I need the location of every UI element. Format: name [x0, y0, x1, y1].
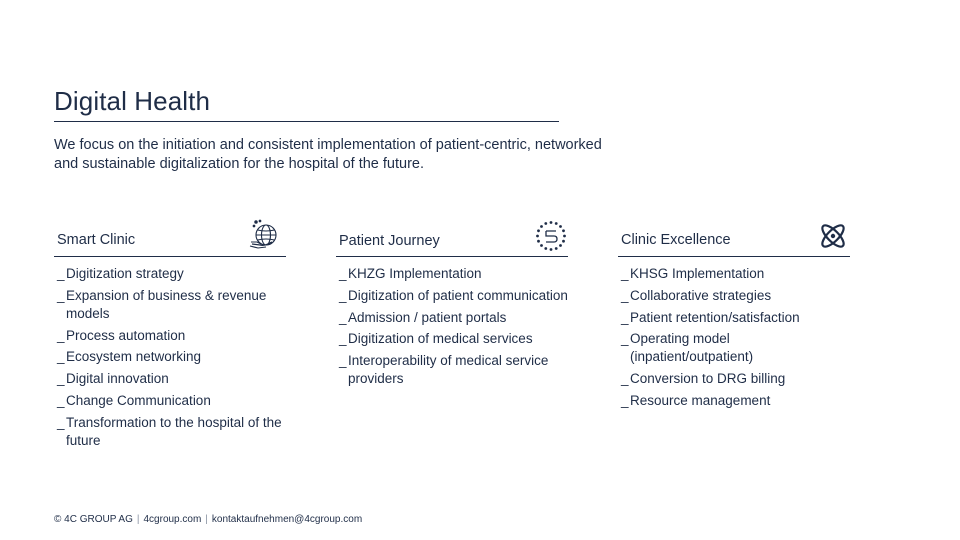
bullet-dash: _ [57, 327, 65, 343]
list-item: _ Admission / patient portals [339, 309, 507, 325]
bullet-dash: _ [339, 353, 347, 369]
list-item: _ Transformation to the hospital of the future [57, 414, 282, 448]
bullet-dash: _ [339, 331, 347, 347]
bullet-dash: _ [57, 266, 65, 281]
list-item: _ Expansion of business & revenue models [57, 287, 267, 321]
list-item: _ Patient retention/satisfaction [621, 309, 800, 325]
globe-hand-icon [248, 218, 282, 252]
list-item: _ Change Communication [57, 392, 211, 408]
dotted-circle-icon [534, 219, 568, 253]
column-title: Smart Clinic [57, 232, 136, 248]
column-header [54, 214, 286, 257]
column-header [336, 214, 568, 257]
bullet-dash: _ [621, 309, 629, 325]
intro-text: We focus on the initiation and consistent implementation of patient-centric, networked and sustainable digitalization for the hospital of the future. [54, 137, 602, 172]
footer-company: © 4C GROUP AG [54, 514, 133, 525]
column-smart-clinic [54, 214, 286, 454]
bullet-dash: _ [339, 287, 347, 303]
footer-separator: | [205, 514, 208, 525]
item-list [336, 265, 568, 388]
atom-icon [816, 219, 850, 253]
column-patient-journey [336, 214, 568, 392]
column-clinic-excellence [618, 214, 850, 414]
bullet-dash: _ [57, 287, 65, 303]
list-item: _ Ecosystem networking [57, 349, 202, 365]
column-title: Patient Journey [339, 233, 440, 249]
list-item: _ Digitization of medical services [339, 331, 533, 347]
list-item: _ Operating model (inpatient/outpatient) [621, 331, 754, 365]
bullet-dash: _ [57, 414, 65, 430]
item-list [618, 265, 850, 410]
list-item: _ Digital innovation [57, 371, 169, 387]
list-item: _ Digitization of patient communication [339, 287, 568, 303]
list-item: _ Interoperability of medical service providers [339, 353, 549, 387]
bullet-dash: _ [621, 392, 629, 408]
bullet-dash: _ [57, 392, 65, 408]
list-item: _ KHSG Implementation [621, 266, 765, 281]
footer [54, 514, 362, 525]
bullet-dash: _ [57, 371, 65, 387]
list-item: _ Digitization strategy [57, 266, 184, 281]
footer-email-link[interactable]: kontaktaufnehmen@4cgroup.com [211, 514, 363, 525]
list-item: _ Conversion to DRG billing [621, 371, 786, 387]
list-item: _ Collaborative strategies [621, 287, 772, 303]
list-item: _ KHZG Implementation [339, 266, 482, 281]
bullet-dash: _ [621, 287, 629, 303]
bullet-dash: _ [339, 266, 347, 281]
bullet-dash: _ [621, 266, 629, 281]
column-title: Clinic Excellence [621, 232, 731, 248]
page-title: Digital Health [54, 86, 211, 116]
list-item: _ Resource management [621, 392, 771, 408]
bullet-dash: _ [621, 331, 629, 347]
item-list [54, 265, 286, 450]
bullet-dash: _ [57, 349, 65, 365]
bullet-dash: _ [621, 371, 629, 387]
footer-separator: | [136, 514, 140, 525]
bullet-dash: _ [339, 309, 347, 325]
title-divider [54, 121, 559, 122]
column-header [618, 214, 850, 257]
footer-website-link[interactable]: 4cgroup.com [143, 514, 202, 525]
list-item: _ Process automation [57, 327, 186, 343]
